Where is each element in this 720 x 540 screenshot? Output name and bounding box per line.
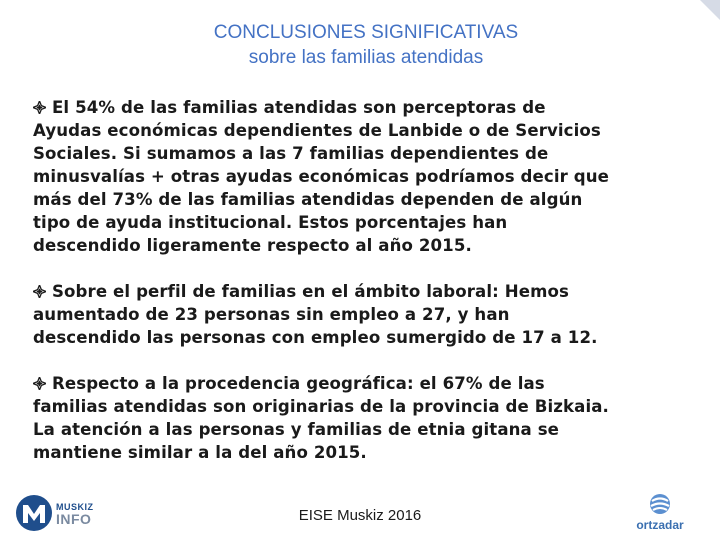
paragraph-line: Ayudas económicas dependientes de Lanbide o de Servicios (33, 121, 601, 140)
paragraph-1 (33, 96, 693, 257)
diamond-bullet-icon (33, 101, 46, 114)
paragraph-line: mantiene similar a la del año 2015. (33, 443, 367, 462)
paragraph-line: Respecto a la procedencia geográfica: el 67% de las (52, 374, 545, 393)
paragraph-line: Sobre el perfil de familias en el ámbito laboral: Hemos (52, 282, 569, 301)
logo-muskiz-text: MUSKIZ (56, 502, 94, 512)
logo-info-text: INFO (56, 511, 92, 527)
ortzadar-globe-icon (648, 492, 672, 516)
title-line-1: CONCLUSIONES SIGNIFICATIVAS (213, 22, 519, 43)
title-line-2: sobre las familias atendidas (248, 47, 484, 68)
diamond-bullet-icon (33, 377, 46, 390)
paragraph-2 (33, 280, 693, 349)
paragraph-line: La atención a las personas y familias de etnia gitana se (33, 420, 560, 439)
slide-title (0, 20, 720, 70)
paragraph-line: aumentado de 23 personas sin empleo a 27, y han (33, 305, 510, 324)
paragraph-line: minusvalías + otras ayudas económicas podríamos decir que (33, 167, 610, 186)
paragraph-line: tipo de ayuda institucional. Estos porcentajes han (33, 213, 508, 232)
ortzadar-logo (628, 490, 692, 534)
paragraph-line: El 54% de las familias atendidas son perceptoras de (52, 98, 546, 117)
paragraph-3 (33, 372, 693, 464)
corner-decoration (700, 0, 720, 20)
paragraph-line: familias atendidas son originarias de la provincia de Bizkaia. (33, 397, 609, 416)
ortzadar-text: ortzadar (636, 518, 684, 532)
diamond-bullet-icon (33, 285, 46, 298)
paragraph-line: descendido ligeramente respecto al año 2015. (33, 236, 472, 255)
footer-text: EISE Muskiz 2016 (298, 507, 422, 524)
paragraph-line: Sociales. Si sumamos a las 7 familias dependientes de (33, 144, 549, 163)
paragraph-line: descendido las personas con empleo sumergido de 17 a 12. (33, 328, 598, 347)
slide-content (33, 96, 693, 487)
paragraph-line: más del 73% de las familias atendidas dependen de algún (33, 190, 583, 209)
